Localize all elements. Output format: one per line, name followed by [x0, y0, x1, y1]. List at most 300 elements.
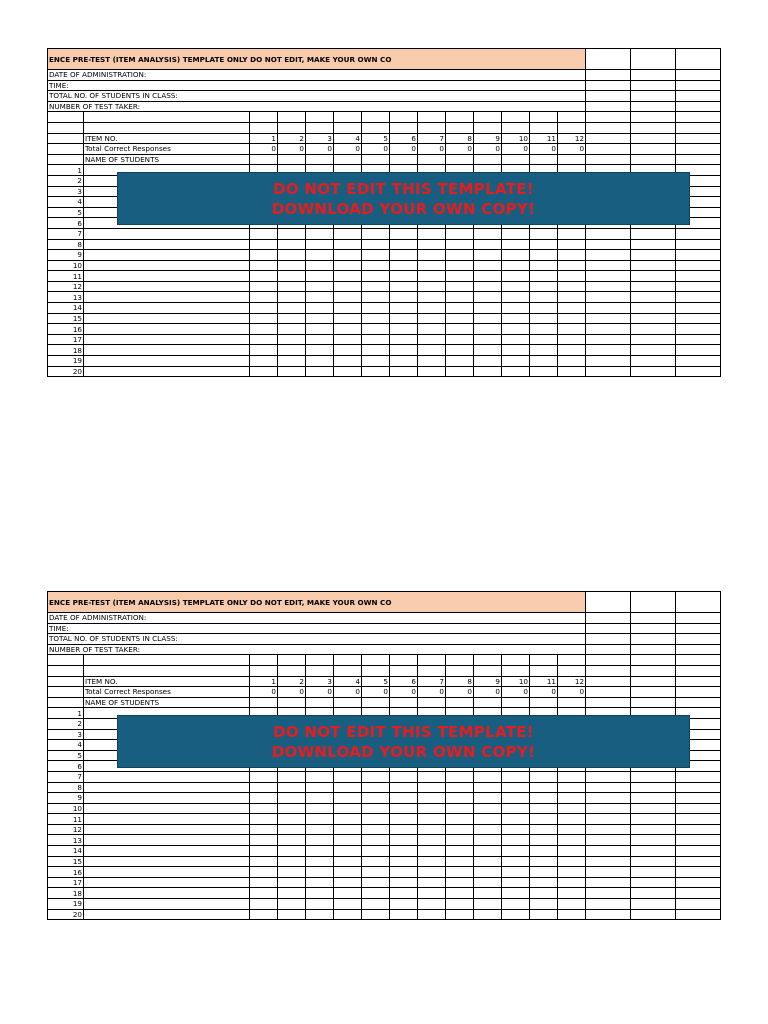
response-cell[interactable] — [250, 814, 278, 825]
cell[interactable] — [676, 133, 721, 144]
cell[interactable] — [676, 101, 721, 112]
response-cell[interactable] — [446, 324, 474, 335]
total-correct-value[interactable]: 0 — [278, 144, 306, 155]
cell[interactable] — [631, 122, 676, 133]
cell[interactable] — [306, 665, 334, 676]
response-cell[interactable] — [418, 877, 446, 888]
student-number[interactable]: 17 — [48, 877, 84, 888]
response-cell[interactable] — [334, 771, 362, 782]
student-name-cell[interactable] — [84, 793, 250, 804]
total-correct-label[interactable]: Total Correct Responses — [84, 687, 250, 698]
response-cell[interactable] — [446, 856, 474, 867]
total-correct-value[interactable]: 0 — [418, 144, 446, 155]
response-cell[interactable] — [446, 271, 474, 282]
response-cell[interactable] — [586, 782, 631, 793]
response-cell[interactable] — [334, 867, 362, 878]
response-cell[interactable] — [586, 888, 631, 899]
response-cell[interactable] — [334, 846, 362, 857]
cell[interactable] — [586, 91, 631, 102]
response-cell[interactable] — [676, 814, 721, 825]
cell[interactable] — [362, 665, 390, 676]
student-number[interactable]: 1 — [48, 708, 84, 719]
response-cell[interactable] — [676, 324, 721, 335]
cell[interactable] — [586, 676, 631, 687]
info-label[interactable]: TIME: — [48, 80, 586, 91]
student-name-cell[interactable] — [84, 303, 250, 314]
response-cell[interactable] — [278, 793, 306, 804]
response-cell[interactable] — [278, 313, 306, 324]
response-cell[interactable] — [278, 909, 306, 920]
response-cell[interactable] — [418, 250, 446, 261]
response-cell[interactable] — [306, 303, 334, 314]
response-cell[interactable] — [502, 281, 530, 292]
response-cell[interactable] — [676, 771, 721, 782]
cell[interactable] — [676, 80, 721, 91]
cell[interactable] — [676, 592, 721, 613]
response-cell[interactable] — [334, 888, 362, 899]
response-cell[interactable] — [362, 888, 390, 899]
cell[interactable] — [334, 665, 362, 676]
cell[interactable] — [48, 154, 84, 165]
response-cell[interactable] — [558, 835, 586, 846]
cell[interactable] — [334, 697, 362, 708]
total-correct-value[interactable]: 0 — [306, 687, 334, 698]
response-cell[interactable] — [250, 334, 278, 345]
response-cell[interactable] — [418, 260, 446, 271]
item-number[interactable]: 6 — [390, 133, 418, 144]
response-cell[interactable] — [390, 345, 418, 356]
response-cell[interactable] — [278, 292, 306, 303]
response-cell[interactable] — [474, 867, 502, 878]
info-label[interactable]: NUMBER OF TEST TAKER: — [48, 644, 586, 655]
student-number[interactable]: 19 — [48, 356, 84, 367]
student-number[interactable]: 20 — [48, 366, 84, 377]
cell[interactable] — [676, 144, 721, 155]
cell[interactable] — [502, 655, 530, 666]
response-cell[interactable] — [334, 313, 362, 324]
cell[interactable] — [631, 112, 676, 123]
response-cell[interactable] — [530, 909, 558, 920]
response-cell[interactable] — [676, 281, 721, 292]
response-cell[interactable] — [334, 303, 362, 314]
student-number[interactable]: 10 — [48, 260, 84, 271]
response-cell[interactable] — [362, 867, 390, 878]
cell[interactable] — [676, 49, 721, 70]
response-cell[interactable] — [502, 228, 530, 239]
response-cell[interactable] — [418, 814, 446, 825]
response-cell[interactable] — [676, 846, 721, 857]
response-cell[interactable] — [631, 239, 676, 250]
response-cell[interactable] — [586, 356, 631, 367]
cell[interactable] — [362, 697, 390, 708]
response-cell[interactable] — [502, 856, 530, 867]
response-cell[interactable] — [502, 771, 530, 782]
response-cell[interactable] — [558, 909, 586, 920]
response-cell[interactable] — [558, 345, 586, 356]
response-cell[interactable] — [474, 824, 502, 835]
cell[interactable] — [48, 697, 84, 708]
response-cell[interactable] — [631, 867, 676, 878]
response-cell[interactable] — [418, 228, 446, 239]
response-cell[interactable] — [586, 856, 631, 867]
student-number[interactable]: 20 — [48, 909, 84, 920]
cell[interactable] — [530, 655, 558, 666]
response-cell[interactable] — [418, 271, 446, 282]
cell[interactable] — [418, 154, 446, 165]
response-cell[interactable] — [586, 260, 631, 271]
response-cell[interactable] — [474, 356, 502, 367]
response-cell[interactable] — [676, 909, 721, 920]
student-number[interactable]: 12 — [48, 281, 84, 292]
cell[interactable] — [586, 655, 631, 666]
response-cell[interactable] — [530, 239, 558, 250]
student-name-cell[interactable] — [84, 877, 250, 888]
response-cell[interactable] — [306, 899, 334, 910]
total-correct-value[interactable]: 0 — [390, 687, 418, 698]
response-cell[interactable] — [530, 260, 558, 271]
student-number[interactable]: 11 — [48, 271, 84, 282]
item-number[interactable]: 7 — [418, 676, 446, 687]
response-cell[interactable] — [390, 899, 418, 910]
response-cell[interactable] — [558, 334, 586, 345]
response-cell[interactable] — [306, 324, 334, 335]
response-cell[interactable] — [390, 856, 418, 867]
student-number[interactable]: 12 — [48, 824, 84, 835]
item-number[interactable]: 1 — [250, 676, 278, 687]
response-cell[interactable] — [502, 793, 530, 804]
cell[interactable] — [676, 613, 721, 624]
response-cell[interactable] — [474, 324, 502, 335]
item-number[interactable]: 8 — [446, 676, 474, 687]
cell[interactable] — [250, 112, 278, 123]
response-cell[interactable] — [334, 856, 362, 867]
response-cell[interactable] — [390, 271, 418, 282]
response-cell[interactable] — [306, 877, 334, 888]
response-cell[interactable] — [676, 877, 721, 888]
response-cell[interactable] — [362, 793, 390, 804]
cell[interactable] — [418, 655, 446, 666]
response-cell[interactable] — [502, 303, 530, 314]
total-correct-value[interactable]: 0 — [558, 144, 586, 155]
response-cell[interactable] — [676, 856, 721, 867]
response-cell[interactable] — [250, 345, 278, 356]
response-cell[interactable] — [362, 356, 390, 367]
cell[interactable] — [250, 122, 278, 133]
response-cell[interactable] — [586, 239, 631, 250]
response-cell[interactable] — [586, 814, 631, 825]
info-label[interactable]: TOTAL NO. OF STUDENTS IN CLASS: — [48, 91, 586, 102]
item-number[interactable]: 8 — [446, 133, 474, 144]
student-name-cell[interactable] — [84, 239, 250, 250]
response-cell[interactable] — [446, 793, 474, 804]
response-cell[interactable] — [250, 271, 278, 282]
response-cell[interactable] — [446, 835, 474, 846]
response-cell[interactable] — [446, 239, 474, 250]
response-cell[interactable] — [250, 260, 278, 271]
response-cell[interactable] — [530, 867, 558, 878]
response-cell[interactable] — [250, 867, 278, 878]
response-cell[interactable] — [631, 292, 676, 303]
response-cell[interactable] — [334, 260, 362, 271]
cell[interactable] — [446, 665, 474, 676]
response-cell[interactable] — [631, 303, 676, 314]
student-number[interactable]: 2 — [48, 175, 84, 186]
response-cell[interactable] — [306, 909, 334, 920]
cell[interactable] — [48, 676, 84, 687]
response-cell[interactable] — [631, 250, 676, 261]
student-number[interactable]: 10 — [48, 803, 84, 814]
response-cell[interactable] — [306, 271, 334, 282]
response-cell[interactable] — [474, 877, 502, 888]
response-cell[interactable] — [474, 899, 502, 910]
response-cell[interactable] — [474, 366, 502, 377]
response-cell[interactable] — [390, 281, 418, 292]
response-cell[interactable] — [631, 782, 676, 793]
student-number[interactable]: 6 — [48, 218, 84, 229]
response-cell[interactable] — [558, 867, 586, 878]
cell[interactable] — [631, 49, 676, 70]
item-number[interactable]: 5 — [362, 676, 390, 687]
response-cell[interactable] — [278, 334, 306, 345]
student-name-cell[interactable] — [84, 260, 250, 271]
info-label[interactable]: DATE OF ADMINISTRATION: — [48, 613, 586, 624]
cell[interactable] — [631, 101, 676, 112]
student-name-cell[interactable] — [84, 835, 250, 846]
response-cell[interactable] — [502, 250, 530, 261]
total-correct-value[interactable]: 0 — [250, 687, 278, 698]
response-cell[interactable] — [474, 888, 502, 899]
response-cell[interactable] — [631, 334, 676, 345]
student-number[interactable]: 5 — [48, 750, 84, 761]
student-name-cell[interactable] — [84, 856, 250, 867]
response-cell[interactable] — [502, 292, 530, 303]
response-cell[interactable] — [278, 239, 306, 250]
response-cell[interactable] — [446, 888, 474, 899]
response-cell[interactable] — [306, 313, 334, 324]
cell[interactable] — [446, 154, 474, 165]
response-cell[interactable] — [676, 824, 721, 835]
response-cell[interactable] — [306, 803, 334, 814]
response-cell[interactable] — [250, 239, 278, 250]
response-cell[interactable] — [586, 877, 631, 888]
cell[interactable] — [676, 655, 721, 666]
response-cell[interactable] — [676, 334, 721, 345]
cell[interactable] — [48, 144, 84, 155]
response-cell[interactable] — [362, 803, 390, 814]
total-correct-label[interactable]: Total Correct Responses — [84, 144, 250, 155]
response-cell[interactable] — [631, 281, 676, 292]
response-cell[interactable] — [362, 366, 390, 377]
cell[interactable] — [586, 144, 631, 155]
response-cell[interactable] — [502, 260, 530, 271]
cell[interactable] — [676, 112, 721, 123]
student-name-cell[interactable] — [84, 899, 250, 910]
cell[interactable] — [558, 665, 586, 676]
cell[interactable] — [334, 112, 362, 123]
response-cell[interactable] — [530, 888, 558, 899]
response-cell[interactable] — [390, 771, 418, 782]
response-cell[interactable] — [631, 814, 676, 825]
info-label[interactable]: DATE OF ADMINISTRATION: — [48, 70, 586, 81]
response-cell[interactable] — [558, 803, 586, 814]
cell[interactable] — [631, 644, 676, 655]
response-cell[interactable] — [250, 909, 278, 920]
response-cell[interactable] — [390, 313, 418, 324]
response-cell[interactable] — [558, 771, 586, 782]
cell[interactable] — [474, 655, 502, 666]
response-cell[interactable] — [250, 793, 278, 804]
response-cell[interactable] — [530, 835, 558, 846]
total-correct-value[interactable]: 0 — [334, 687, 362, 698]
response-cell[interactable] — [250, 856, 278, 867]
response-cell[interactable] — [446, 771, 474, 782]
cell[interactable] — [586, 665, 631, 676]
response-cell[interactable] — [530, 303, 558, 314]
cell[interactable] — [278, 655, 306, 666]
response-cell[interactable] — [334, 793, 362, 804]
cell[interactable] — [250, 665, 278, 676]
total-correct-value[interactable]: 0 — [474, 144, 502, 155]
response-cell[interactable] — [362, 324, 390, 335]
response-cell[interactable] — [502, 313, 530, 324]
response-cell[interactable] — [558, 814, 586, 825]
response-cell[interactable] — [676, 271, 721, 282]
cell[interactable] — [502, 154, 530, 165]
cell[interactable] — [278, 697, 306, 708]
response-cell[interactable] — [390, 835, 418, 846]
student-name-cell[interactable] — [84, 281, 250, 292]
cell[interactable] — [250, 655, 278, 666]
cell[interactable] — [631, 154, 676, 165]
student-number[interactable]: 9 — [48, 250, 84, 261]
response-cell[interactable] — [306, 867, 334, 878]
response-cell[interactable] — [418, 281, 446, 292]
cell[interactable] — [48, 112, 84, 123]
response-cell[interactable] — [530, 793, 558, 804]
cell[interactable] — [390, 122, 418, 133]
response-cell[interactable] — [250, 313, 278, 324]
response-cell[interactable] — [306, 356, 334, 367]
response-cell[interactable] — [631, 345, 676, 356]
response-cell[interactable] — [586, 909, 631, 920]
item-number[interactable]: 5 — [362, 133, 390, 144]
response-cell[interactable] — [362, 292, 390, 303]
response-cell[interactable] — [446, 909, 474, 920]
response-cell[interactable] — [278, 366, 306, 377]
response-cell[interactable] — [558, 292, 586, 303]
response-cell[interactable] — [558, 846, 586, 857]
cell[interactable] — [586, 112, 631, 123]
response-cell[interactable] — [278, 814, 306, 825]
total-correct-value[interactable]: 0 — [362, 144, 390, 155]
response-cell[interactable] — [558, 281, 586, 292]
response-cell[interactable] — [446, 250, 474, 261]
response-cell[interactable] — [558, 877, 586, 888]
response-cell[interactable] — [474, 260, 502, 271]
response-cell[interactable] — [418, 366, 446, 377]
response-cell[interactable] — [334, 835, 362, 846]
total-correct-value[interactable]: 0 — [530, 144, 558, 155]
response-cell[interactable] — [446, 313, 474, 324]
student-name-cell[interactable] — [84, 324, 250, 335]
response-cell[interactable] — [390, 303, 418, 314]
response-cell[interactable] — [446, 366, 474, 377]
response-cell[interactable] — [502, 835, 530, 846]
item-no-label[interactable]: ITEM NO. — [84, 133, 250, 144]
cell[interactable] — [390, 154, 418, 165]
response-cell[interactable] — [676, 303, 721, 314]
response-cell[interactable] — [631, 835, 676, 846]
cell[interactable] — [558, 122, 586, 133]
response-cell[interactable] — [530, 856, 558, 867]
cell[interactable] — [676, 644, 721, 655]
response-cell[interactable] — [278, 856, 306, 867]
student-name-cell[interactable] — [84, 782, 250, 793]
response-cell[interactable] — [631, 771, 676, 782]
response-cell[interactable] — [631, 260, 676, 271]
response-cell[interactable] — [502, 814, 530, 825]
response-cell[interactable] — [502, 271, 530, 282]
response-cell[interactable] — [306, 239, 334, 250]
cell[interactable] — [631, 613, 676, 624]
response-cell[interactable] — [586, 281, 631, 292]
cell[interactable] — [586, 122, 631, 133]
response-cell[interactable] — [418, 824, 446, 835]
response-cell[interactable] — [474, 846, 502, 857]
student-name-cell[interactable] — [84, 824, 250, 835]
response-cell[interactable] — [631, 324, 676, 335]
cell[interactable] — [586, 592, 631, 613]
total-correct-value[interactable]: 0 — [334, 144, 362, 155]
cell[interactable] — [558, 112, 586, 123]
response-cell[interactable] — [586, 803, 631, 814]
response-cell[interactable] — [558, 899, 586, 910]
response-cell[interactable] — [558, 271, 586, 282]
response-cell[interactable] — [306, 281, 334, 292]
cell[interactable] — [474, 697, 502, 708]
response-cell[interactable] — [306, 771, 334, 782]
response-cell[interactable] — [530, 899, 558, 910]
response-cell[interactable] — [446, 303, 474, 314]
response-cell[interactable] — [502, 824, 530, 835]
response-cell[interactable] — [418, 303, 446, 314]
response-cell[interactable] — [676, 793, 721, 804]
response-cell[interactable] — [530, 824, 558, 835]
cell[interactable] — [631, 133, 676, 144]
response-cell[interactable] — [446, 782, 474, 793]
response-cell[interactable] — [446, 345, 474, 356]
response-cell[interactable] — [586, 271, 631, 282]
student-number[interactable]: 3 — [48, 729, 84, 740]
response-cell[interactable] — [334, 782, 362, 793]
student-name-cell[interactable] — [84, 803, 250, 814]
response-cell[interactable] — [418, 856, 446, 867]
student-name-cell[interactable] — [84, 814, 250, 825]
response-cell[interactable] — [390, 888, 418, 899]
response-cell[interactable] — [250, 877, 278, 888]
student-name-cell[interactable] — [84, 313, 250, 324]
cell[interactable] — [676, 154, 721, 165]
response-cell[interactable] — [278, 824, 306, 835]
cell[interactable] — [334, 655, 362, 666]
response-cell[interactable] — [631, 888, 676, 899]
response-cell[interactable] — [530, 292, 558, 303]
response-cell[interactable] — [334, 292, 362, 303]
response-cell[interactable] — [390, 824, 418, 835]
cell[interactable] — [84, 655, 250, 666]
response-cell[interactable] — [474, 239, 502, 250]
cell[interactable] — [48, 133, 84, 144]
